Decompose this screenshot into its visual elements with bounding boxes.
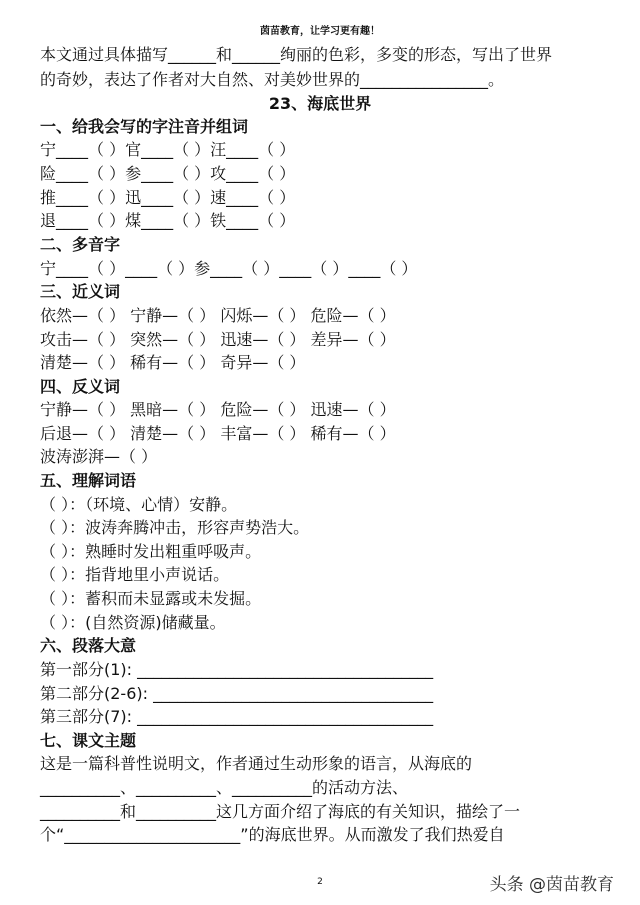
intro-line-2: 的奇妙，表达了作者对大自然、对美妙世界的________________。 (40, 70, 505, 89)
section-4-heading: 四、反义词 (40, 377, 121, 396)
section-2-row: 宁____（ ）____（ ）参____（ ）____（ ）____（ ） (40, 259, 418, 278)
section-5-row: （ ）：蓄积而未显露或未发掘。 (40, 589, 262, 608)
section-7-row: 个“______________________”的海底世界。从而激发了我们热爱自 (40, 825, 505, 844)
section-5-row: （ ）：熟睡时发出粗重呼吸声。 (40, 542, 262, 561)
section-6-row: 第三部分(7): _____________________________________ (40, 707, 434, 726)
section-6-heading: 六、段落大意 (40, 636, 137, 655)
section-4-row: 波涛澎湃—（ ） (40, 447, 158, 466)
lesson-title: 23、海底世界 (268, 94, 372, 113)
section-3-heading: 三、近义词 (40, 282, 121, 301)
section-5-row: （ ）：指背地里小声说话。 (40, 565, 230, 584)
section-6-row: 第二部分(2-6): ___________________________________ (40, 684, 434, 703)
intro-line-1: 本文通过具体描写______和______绚丽的色彩，多变的形态，写出了世界 (40, 45, 553, 64)
section-4-row: 后退—（ ） 清楚—（ ） 丰富—（ ） 稀有—（ ） (40, 424, 396, 443)
section-1-row: 险____（ ）参____（ ）攻____（ ） (40, 164, 296, 183)
section-6-row: 第一部分(1): _____________________________________ (40, 660, 434, 679)
section-1-row: 宁____（ ）官____（ ）汪____（ ） (40, 140, 296, 159)
section-5-row: （ ）：(自然资源)储藏量。 (40, 613, 226, 632)
section-1-row: 推____（ ）迅____（ ）速____（ ） (40, 188, 296, 207)
section-5-row: （ ）：波涛奔腾冲击，形容声势浩大。 (40, 518, 310, 537)
page-number: 2 (317, 877, 323, 887)
section-7-row: 这是一篇科普性说明文，作者通过生动形象的语言，从海底的 (40, 754, 473, 773)
section-5-heading: 五、理解词语 (40, 471, 137, 490)
section-3-row: 依然—（ ） 宁静—（ ） 闪烁—（ ） 危险—（ ） (40, 306, 396, 325)
section-1-row: 退____（ ）煤____（ ）铁____（ ） (40, 211, 296, 230)
section-7-row: __________、__________、__________的活动方法、 (40, 778, 409, 797)
section-3-row: 攻击—（ ） 突然—（ ） 迅速—（ ） 差异—（ ） (40, 330, 396, 349)
section-7-row: __________和__________这几方面介绍了海底的有关知识，描绘了一 (40, 802, 521, 821)
page-header: 茵苗教育，让学习更有趣！ (260, 26, 380, 37)
section-3-row: 清楚—（ ） 稀有—（ ） 奇异—（ ） (40, 353, 306, 372)
section-2-heading: 二、多音字 (40, 235, 121, 254)
section-5-row: （ ）：（环境、心情）安静。 (40, 495, 238, 514)
section-1-heading: 一、给我会写的字注音并组词 (40, 117, 249, 136)
section-4-row: 宁静—（ ） 黑暗—（ ） 危险—（ ） 迅速—（ ） (40, 400, 396, 419)
section-7-heading: 七、课文主题 (40, 731, 137, 750)
watermark: 头条 @茵苗教育 (489, 875, 614, 895)
